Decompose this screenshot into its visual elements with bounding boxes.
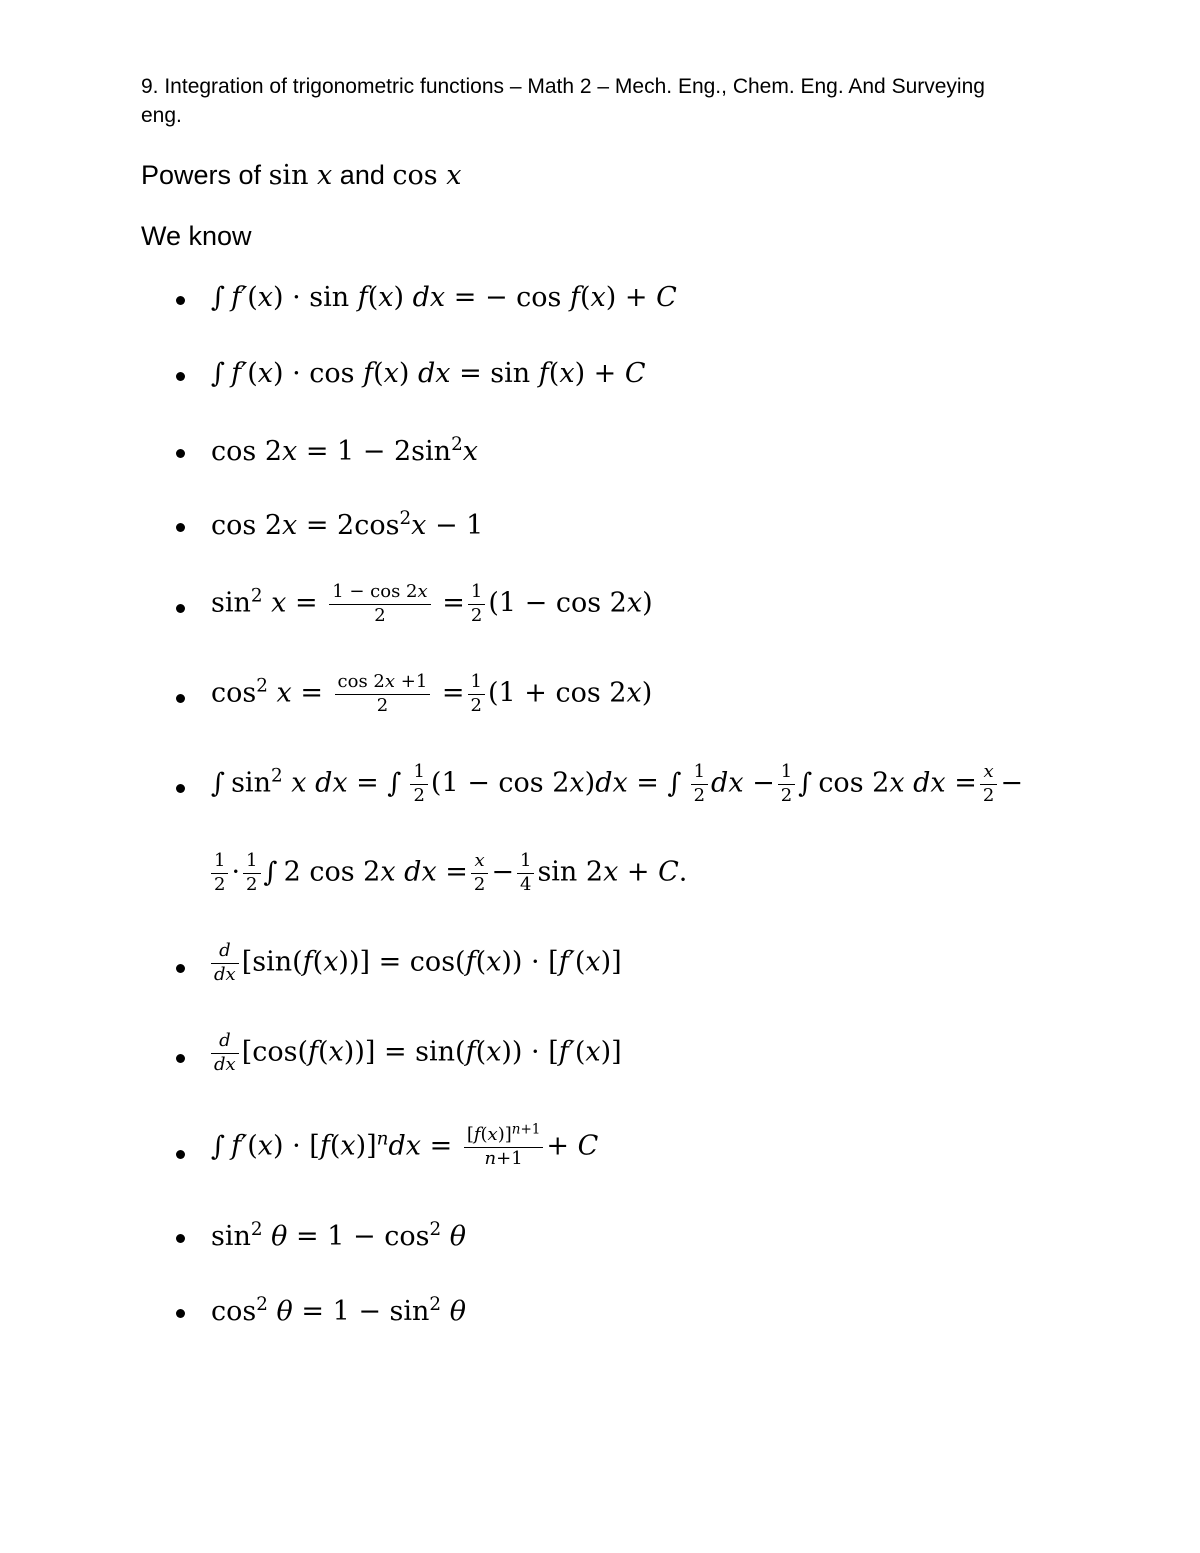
formula-9: $\frac{d}{dx}$ [cos(f(x))] = sin(f(x)) · [f′(x)]: [211, 1031, 622, 1075]
formula-5: $\sin^2 x$ = $\frac{1 - \cos 2x}{2}$ = $\frac{1}{2}$ (1 − cos 2x): [211, 581, 653, 626]
section-title-text: Powers of: [141, 160, 262, 190]
bullet-dot: [176, 1234, 185, 1243]
formula-1: ∫ f′(x) · sin f(x) dx = − cos f(x) + C: [211, 282, 677, 313]
formula-4: $\cos 2x = 2\cos^2x - 1$: [211, 507, 484, 541]
formula-11: $\sin^2 \theta = 1 - \cos^2 \theta$: [211, 1218, 466, 1252]
formula-12: $\cos^2 \theta = 1 - \sin^2 \theta$: [211, 1293, 466, 1327]
header-line-2: eng.: [141, 104, 182, 127]
formula-10: ∫ $f'(x) \cdot [f(x)]^ndx$ = $\frac{[f(x)]^{n+1}}{n+1}$ + C: [211, 1121, 599, 1169]
bullet-dot: [176, 372, 185, 381]
bullet-dot: [176, 523, 185, 532]
formula-7-line-2: $\frac{1}{2}$ · $\frac{1}{2}$ ∫ 2 cos 2x dx = $\frac{x}{2}$ − $\frac{1}{4}$ sin 2x + C.: [211, 851, 687, 895]
section-title: Powers of sin x and cos x: [141, 160, 462, 191]
bullet-dot: [176, 784, 185, 793]
bullet-dot: [176, 1150, 185, 1159]
we-know-text: We know: [141, 221, 252, 251]
bullet-dot: [176, 1309, 185, 1318]
bullet-dot: [176, 964, 185, 973]
bullet-dot: [176, 296, 185, 305]
bullet-dot: [176, 694, 185, 703]
formula-8: $\frac{d}{dx}$ [sin(f(x))] = cos(f(x)) · [f′(x)]: [211, 941, 622, 985]
header-line-1: 9. Integration of trigonometric functions – Math 2 – Mech. Eng., Chem. Eng. And Surveying: [141, 75, 985, 98]
bullet-dot: [176, 1054, 185, 1063]
formula-6: $\cos^2 x$ = $\frac{\cos 2x +1}{2}$ = $\frac{1}{2}$ (1 + cos 2x): [211, 671, 653, 716]
formula-3: $\cos 2x = 1 - 2\sin^2x$: [211, 433, 478, 467]
section-title-and: and: [339, 160, 385, 190]
bullet-dot: [176, 449, 185, 458]
formula-2: ∫ f′(x) · cos f(x) dx = sin f(x) + C: [211, 358, 646, 389]
bullet-dot: [176, 604, 185, 613]
document-header: [141, 72, 1061, 130]
formula-7-line-1: ∫ $\sin^2 x$ dx = ∫ $\frac{1}{2}$ (1 − cos 2x)dx = ∫ $\frac{1}{2}$ dx − $\frac{1}{2}$ ∫ cos 2x dx = $\frac{x}{2}$ −: [211, 761, 1023, 806]
